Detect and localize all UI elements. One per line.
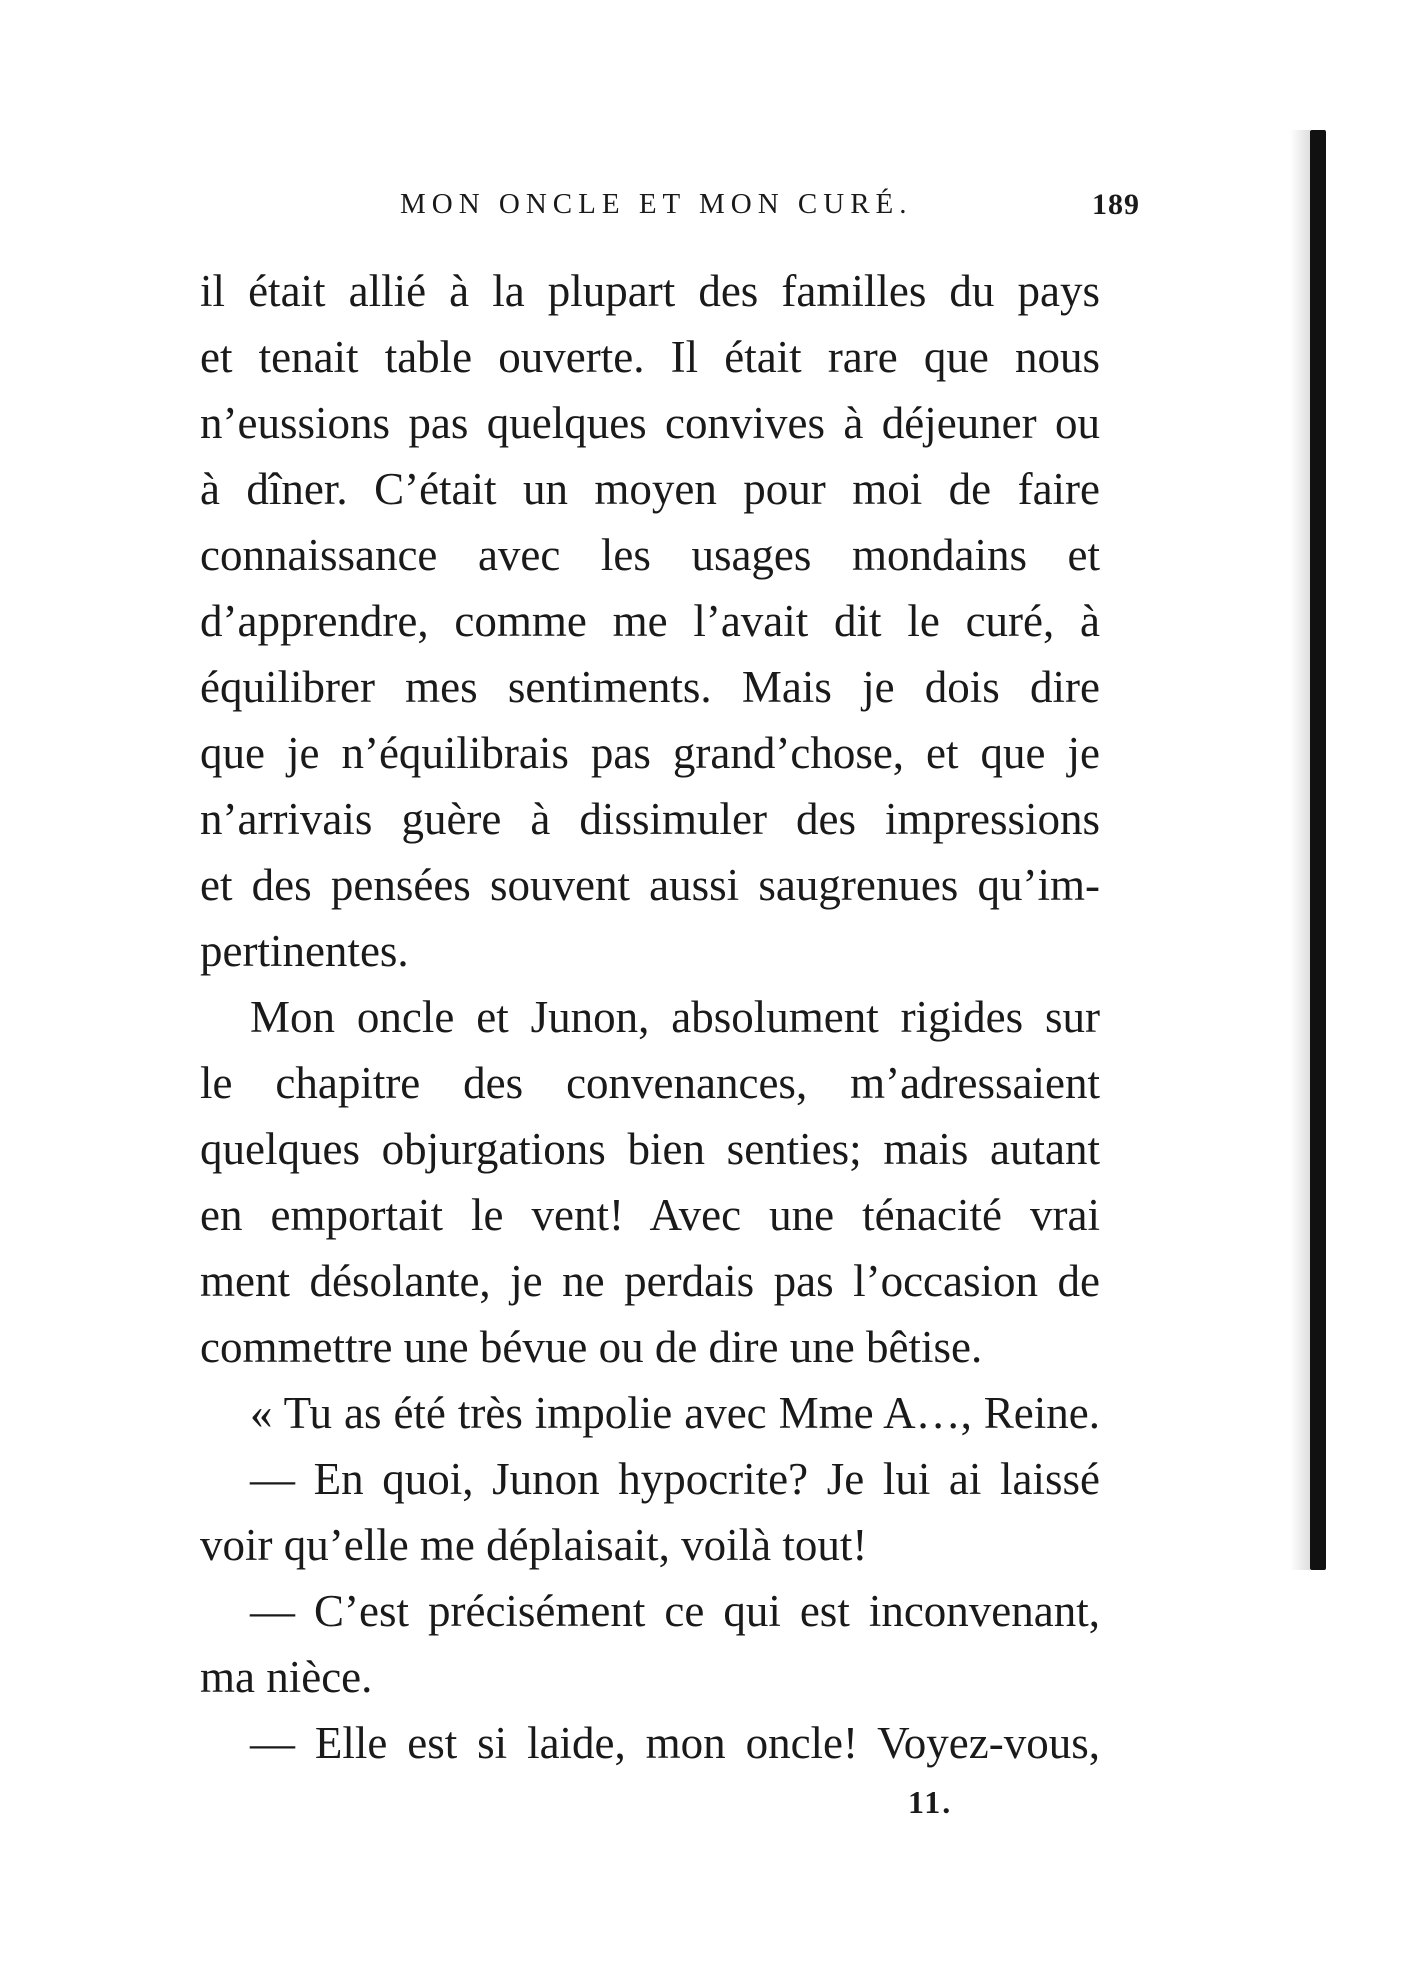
text-line: et des pensées souvent aussi saugrenues qu’im-: [200, 860, 1100, 910]
running-title: MON ONCLE ET MON CURÉ.: [400, 188, 913, 220]
dialogue-line: — En quoi, Junon hypocrite? Je lui ai laissé: [250, 1454, 1100, 1504]
binding-shadow: [1290, 130, 1310, 1570]
text-line: voir qu’elle me déplaisait, voilà tout!: [200, 1520, 868, 1570]
signature-mark: 11.: [908, 1784, 953, 1820]
text-line: et tenait table ouverte. Il était rare que nous: [200, 332, 1100, 382]
text-line: n’eussions pas quelques convives à déjeuner ou: [200, 398, 1100, 448]
text-line: ment désolante, je ne perdais pas l’occasion de: [200, 1256, 1100, 1306]
dialogue-line: — C’est précisément ce qui est inconvenant,: [250, 1586, 1100, 1636]
text-line: le chapitre des convenances, m’adressaient: [200, 1058, 1100, 1108]
text-line: équilibrer mes sentiments. Mais je dois dire: [200, 662, 1100, 712]
text-line: connaissance avec les usages mondains et: [200, 530, 1100, 580]
text-line: n’arrivais guère à dissimuler des impressions: [200, 794, 1100, 844]
body-text: [200, 258, 1100, 1776]
page-number: 189: [1092, 188, 1140, 221]
text-line: à dîner. C’était un moyen pour moi de faire: [200, 464, 1100, 514]
dialogue-line: — Elle est si laide, mon oncle! Voyez-vous,: [250, 1718, 1100, 1768]
text-line: il était allié à la plupart des familles du pays: [200, 266, 1100, 316]
text-line: pertinentes.: [200, 926, 409, 976]
binding-edge: [1310, 130, 1326, 1570]
text-line: d’apprendre, comme me l’avait dit le curé, à: [200, 596, 1100, 646]
text-line: quelques objurgations bien senties; mais autant: [200, 1124, 1100, 1174]
text-line: en emportait le vent! Avec une ténacité vrai: [200, 1190, 1100, 1240]
text-line: que je n’équilibrais pas grand’chose, et que je: [200, 728, 1100, 778]
running-head: [400, 188, 1140, 228]
dialogue-line: « Tu as été très impolie avec Mme A…, Reine.: [250, 1388, 1100, 1438]
text-line: ma nièce.: [200, 1652, 373, 1702]
paragraph-start-line: Mon oncle et Junon, absolument rigides sur: [250, 992, 1100, 1042]
text-line: commettre une bévue ou de dire une bêtise.: [200, 1322, 983, 1372]
